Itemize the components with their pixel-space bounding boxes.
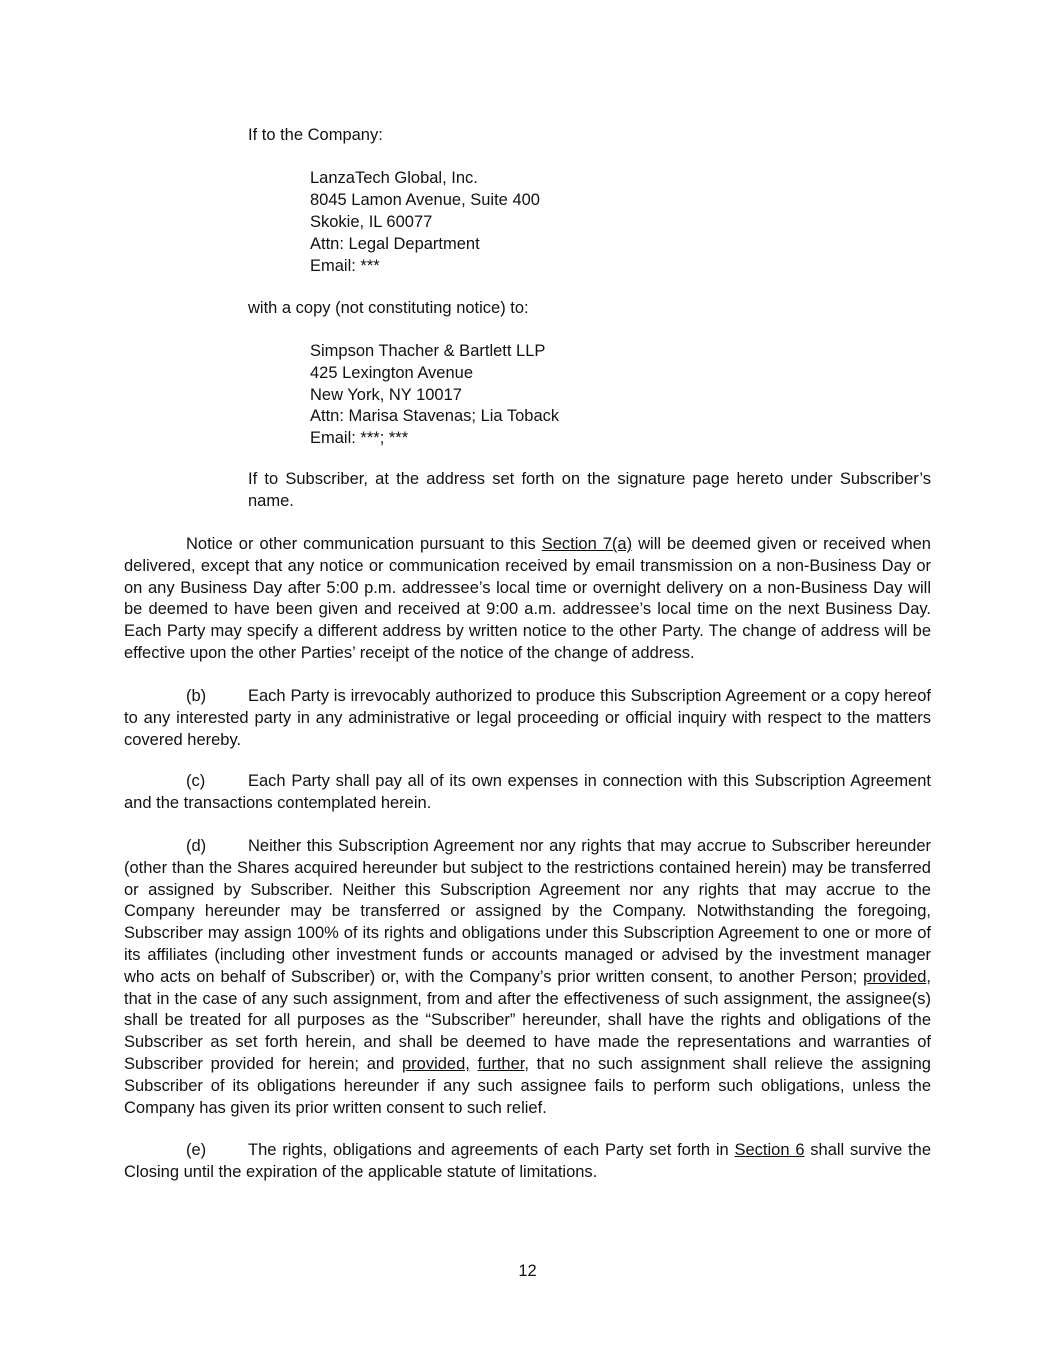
clause-text: shall survive the Closing until the expiration of the applicable statute of limitations. — [124, 1141, 931, 1181]
clause-e — [124, 1140, 931, 1184]
subscriber-notice — [248, 469, 931, 513]
copy-address-line: Email: ***; *** — [310, 429, 409, 447]
copy-address-line: New York, NY 10017 — [310, 386, 462, 404]
clause-space — [470, 1055, 478, 1073]
copy-address-line: 425 Lexington Avenue — [310, 364, 474, 382]
company-notice-heading: If to the Company: — [248, 126, 383, 144]
page-number: 12 — [518, 1262, 537, 1280]
clause-text: Each Party is irrevocably authorized to produce this Subscription Agreement or a copy hereof to any interested party in any administrative or legal proceeding or official inquiry with respect to the matters covered hereby. — [124, 687, 931, 749]
clause-marker: (e) — [186, 1141, 207, 1159]
subscriber-notice-text: If to Subscriber, at the address set forth on the signature page hereto under Subscriber’s name. — [248, 470, 931, 510]
copy-address-line: Simpson Thacher & Bartlett LLP — [310, 342, 546, 360]
clause-marker: (b) — [186, 687, 207, 705]
section-6-reference: Section 6 — [734, 1141, 805, 1159]
provided-term: provided, — [401, 1054, 470, 1073]
clause-marker: (d) — [186, 837, 207, 855]
company-address-line: Attn: Legal Department — [310, 235, 480, 253]
company-address-line: Skokie, IL 60077 — [310, 213, 433, 231]
further-term: further — [477, 1054, 525, 1073]
clause-c — [124, 771, 931, 815]
notice-paragraph — [124, 534, 931, 665]
clause-text: , that no such assignment shall relieve the assigning Subscriber of its obligations hereunder if any such assignee fails to perform such obligations, unless the Company has given its prior written consent to such relief. — [124, 1054, 931, 1117]
clause-b — [124, 686, 931, 751]
notice-text: Notice or other communication pursuant to this — [186, 535, 542, 553]
clause-d — [124, 836, 931, 1119]
notice-text: will be deemed given or received when delivered, except that any notice or communication received by email transmission on a non-Business Day or on any Business Day after 5:00 p.m. addressee’s local time or overnight delivery on a non-Business Day will be deemed to have been given and received at 9:00 a.m. addressee’s local time on the next Business Day. Each Party may specify a different address by written notice to the other Party. The change of address will be effective upon the other Parties’ receipt of the notice of the change of address. — [124, 535, 931, 662]
company-address-line: 8045 Lamon Avenue, Suite 400 — [310, 191, 540, 209]
clause-marker: (c) — [186, 772, 206, 790]
copy-address-line: Attn: Marisa Stavenas; Lia Toback — [310, 407, 560, 425]
provided-term: provided — [863, 967, 927, 986]
clause-text: Neither this Subscription Agreement nor any rights that may accrue to Subscriber hereunder (other than the Shares acquired hereunder but subject to the restrictions contained herein) may be transferred or assigned by Subscriber. Neither this Subscription Agreement nor any rights that may accrue to the Company hereunder may be transferred or assigned by the Company. Notwithstanding the foregoing, Subscriber may assign 100% of its rights and obligations under this Subscription Agreement to one or more of its affiliates (including other investment funds or accounts managed or advised by the investment manager who acts on behalf of Subscriber) or, with the Company’s prior written consent, to another Person; — [124, 837, 931, 986]
company-address-line: Email: *** — [310, 257, 380, 275]
company-address-line: LanzaTech Global, Inc. — [310, 169, 478, 187]
clause-text: Each Party shall pay all of its own expenses in connection with this Subscription Agreement and the transactions contemplated herein. — [124, 772, 931, 812]
clause-text: The rights, obligations and agreements of each Party set forth in — [248, 1141, 735, 1159]
section-7a-reference: Section 7(a) — [541, 535, 633, 553]
clause-text: , that in the case of any such assignment, from and after the effectiveness of such assignment, the assignee(s) shall be treated for all purposes as the “Subscriber” hereunder, shall have the rights and obligations of the Subscriber as set forth herein, and shall be deemed to have made the representations and warranties of Subscriber provided for herein; and — [124, 967, 931, 1073]
copy-notice-heading: with a copy (not constituting notice) to: — [248, 299, 529, 317]
